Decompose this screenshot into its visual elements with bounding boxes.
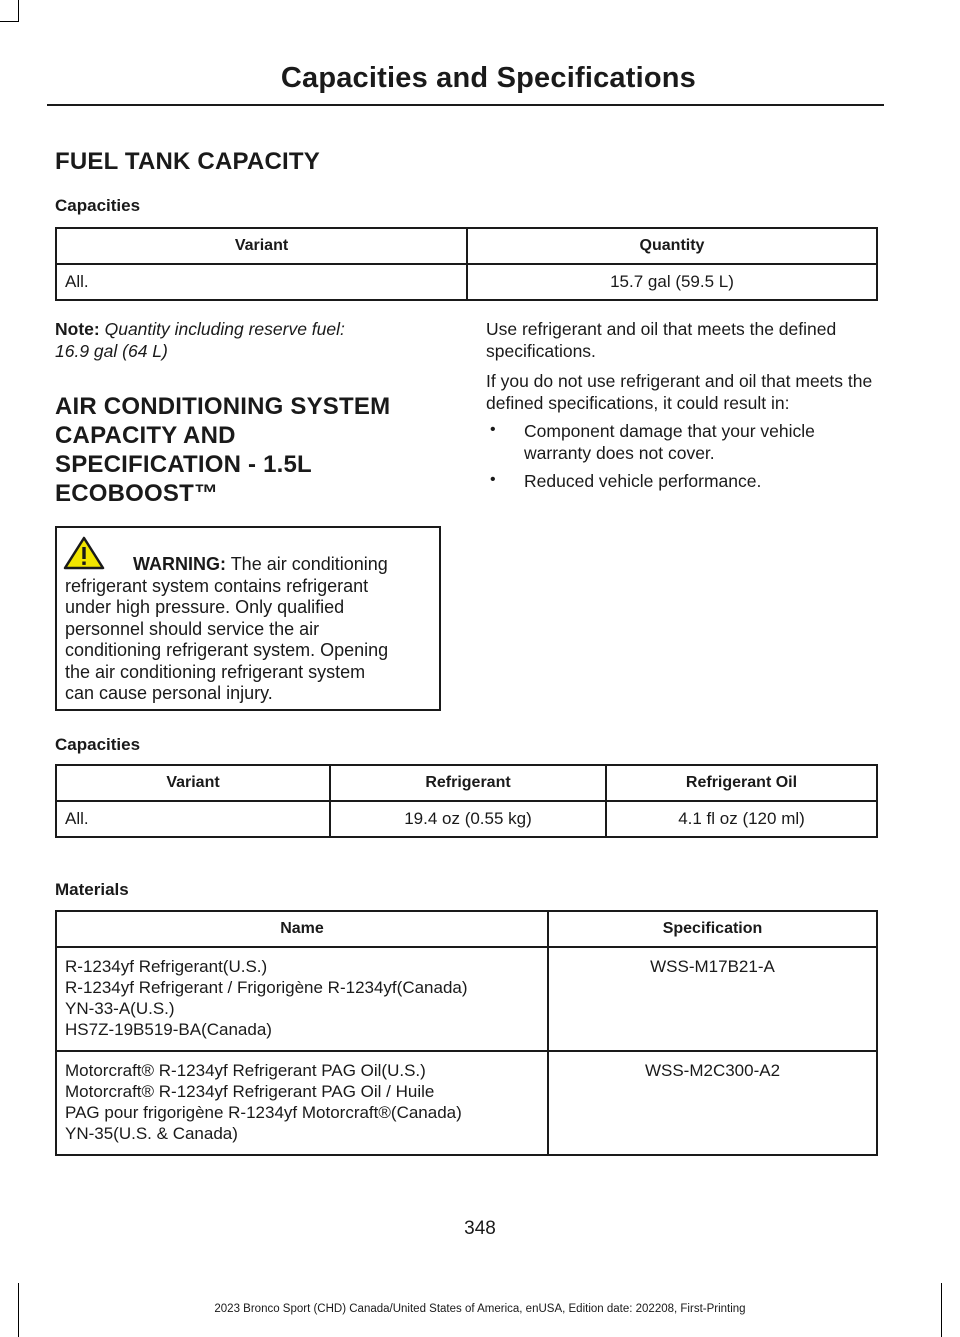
warning-text: WARNING: The air conditioning refrigerant system contains refrigerant under high pressure. Only qualified personnel should service the air conditioning refrigerant system. Opening the air conditioning refrigerant system can cause personal injury. xyxy=(65,554,389,703)
table-cell: 19.4 oz (0.55 kg) xyxy=(330,801,606,837)
note-text-2: 16.9 gal (64 L) xyxy=(55,340,168,361)
bullet-icon: • xyxy=(490,471,496,488)
list-item: • Component damage that your vehicle warranty does not cover. xyxy=(486,421,880,464)
refrigerant-paragraph: Use refrigerant and oil that meets the defined specifications. xyxy=(486,319,837,361)
fuel-note xyxy=(55,319,445,362)
fuel-tank-heading: FUEL TANK CAPACITY xyxy=(55,148,320,175)
page-header-title: Capacities and Specifications xyxy=(280,62,696,94)
table-row xyxy=(56,947,877,1051)
ac-heading-line: CAPACITY AND xyxy=(55,422,236,449)
column-header: Variant xyxy=(56,228,467,264)
refrigerant-paragraph: If you do not use refrigerant and oil that meets the defined specifications, it could result in: xyxy=(486,371,873,413)
ac-heading xyxy=(55,392,390,508)
warning-label: WARNING: xyxy=(133,554,226,574)
table-cell: 15.7 gal (59.5 L) xyxy=(467,264,877,300)
edition-footer: 2023 Bronco Sport (CHD) Canada/United States of America, enUSA, Edition date: 202208, First-Printing xyxy=(214,1303,746,1315)
column-header: Refrigerant xyxy=(330,765,606,801)
column-header: Refrigerant Oil xyxy=(606,765,877,801)
warning-triangle-icon xyxy=(63,536,105,570)
note-label: Note: xyxy=(55,319,100,339)
table-cell: WSS-M17B21-A xyxy=(548,947,877,1051)
table-header-row xyxy=(56,228,877,264)
table-cell: All. xyxy=(56,264,467,300)
table-cell: R-1234yf Refrigerant(U.S.) R-1234yf Refrigerant / Frigorigène R-1234yf(Canada) YN-33-A(U.S.) HS7Z-19B519-BA(Canada) xyxy=(56,947,548,1051)
fuel-capacities-subheading: Capacities xyxy=(55,196,141,215)
fuel-capacity-table xyxy=(55,227,878,301)
header-divider xyxy=(47,104,884,106)
crop-mark xyxy=(0,21,19,22)
table-cell: 4.1 fl oz (120 ml) xyxy=(606,801,877,837)
table-row xyxy=(56,1051,877,1155)
materials-subheading: Materials xyxy=(55,880,129,899)
table-row xyxy=(56,801,877,837)
ac-heading-line: AIR CONDITIONING SYSTEM xyxy=(55,393,391,420)
column-header: Specification xyxy=(548,911,877,947)
table-row xyxy=(56,264,877,300)
ac-right-column xyxy=(486,319,880,493)
ac-heading-line: ECOBOOST™ xyxy=(55,480,219,507)
list-item: • Reduced vehicle performance. xyxy=(486,471,880,493)
table-header-row xyxy=(56,911,877,947)
bullet-icon: • xyxy=(490,421,496,438)
page-number: 348 xyxy=(464,1218,496,1239)
ac-heading-line: SPECIFICATION - 1.5L xyxy=(55,451,312,478)
table-cell: WSS-M2C300-A2 xyxy=(548,1051,877,1155)
column-header: Name xyxy=(56,911,548,947)
column-header: Variant xyxy=(56,765,330,801)
warning-box xyxy=(55,526,441,711)
note-text: Quantity including reserve fuel: xyxy=(104,319,345,339)
table-header-row xyxy=(56,765,877,801)
ac-capacity-table xyxy=(55,764,878,838)
materials-table xyxy=(55,910,878,1156)
crop-mark xyxy=(18,0,19,22)
table-cell: All. xyxy=(56,801,330,837)
column-header: Quantity xyxy=(467,228,877,264)
ac-capacities-subheading: Capacities xyxy=(55,735,141,754)
table-cell: Motorcraft® R-1234yf Refrigerant PAG Oil(U.S.) Motorcraft® R-1234yf Refrigerant PAG Oil / Huile PAG pour frigorigène R-1234yf Motorcraft®(Canada) YN-35(U.S. & Canada) xyxy=(56,1051,548,1155)
